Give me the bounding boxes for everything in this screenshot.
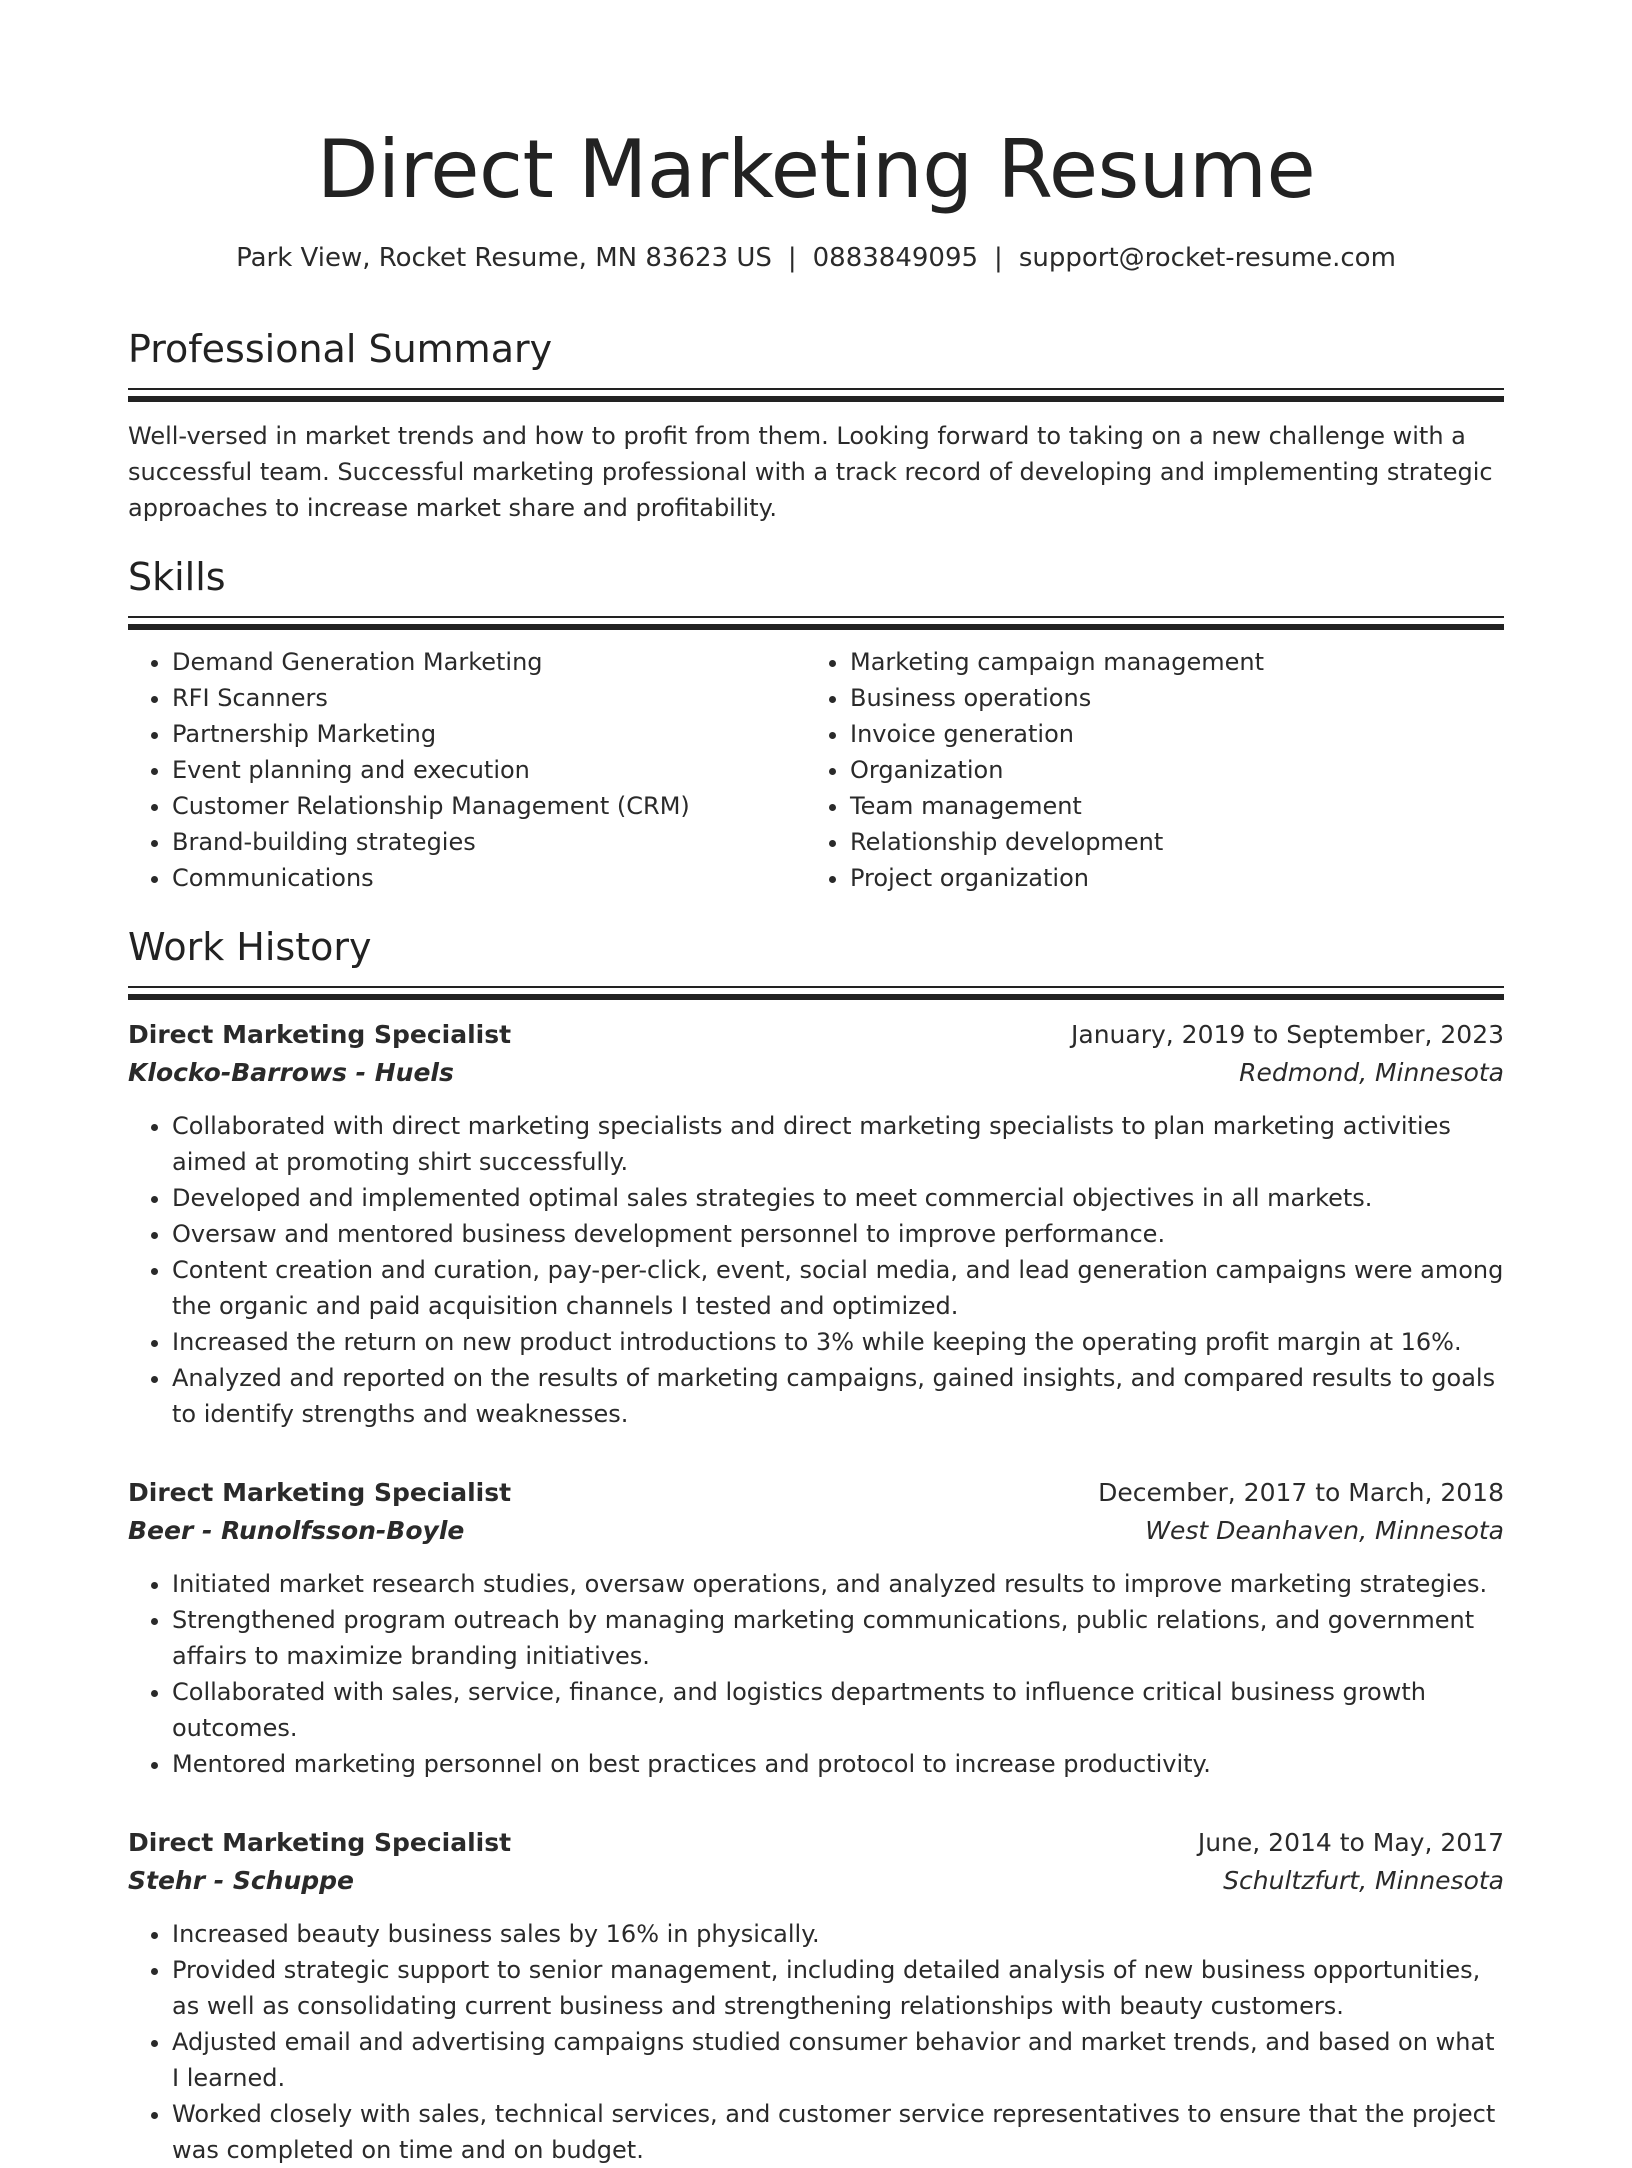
- skill-item: • Marketing campaign management: [850, 644, 1484, 680]
- job-bullet: • Increased the return on new product introductions to 3% while keeping the operating profit margin at 16%.: [172, 1324, 1504, 1360]
- contact-address: Park View, Rocket Resume, MN 83623 US: [236, 243, 772, 273]
- contact-separator: |: [787, 243, 797, 273]
- skill-item: • Customer Relationship Management (CRM): [172, 788, 806, 824]
- job-bullet: • Collaborated with direct marketing specialists and direct marketing specialists to plan marketing activities aimed at promoting shirt successfully.: [172, 1108, 1504, 1180]
- job-entry: [128, 1824, 1504, 2168]
- skill-item: • Communications: [172, 860, 806, 896]
- job-location: Schultzfurt, Minnesota: [1223, 1866, 1504, 1895]
- job-location: West Deanhaven, Minnesota: [1145, 1516, 1504, 1545]
- job-bullet: • Analyzed and reported on the results of marketing campaigns, gained insights, and compared results to goals to identify strengths and weaknesses.: [172, 1360, 1504, 1432]
- job-bullets: [128, 1566, 1504, 1782]
- job-company: Stehr - Schuppe: [128, 1866, 354, 1895]
- skills-list-right: [806, 644, 1484, 896]
- job-title: Direct Marketing Specialist: [128, 1020, 512, 1049]
- skill-item: • Invoice generation: [850, 716, 1484, 752]
- job-bullet: • Developed and implemented optimal sales strategies to meet commercial objectives in all markets.: [172, 1180, 1504, 1216]
- job-entry: [128, 1474, 1504, 1782]
- skill-item: • Organization: [850, 752, 1484, 788]
- job-entry: [128, 1016, 1504, 1432]
- job-dates: January, 2019 to September, 2023: [1071, 1020, 1504, 1049]
- contact-line: [128, 240, 1504, 276]
- skill-item: • Business operations: [850, 680, 1484, 716]
- job-header-row: [128, 1824, 1504, 1862]
- section-heading-work-history: Work History: [128, 925, 372, 969]
- job-bullets: [128, 1108, 1504, 1432]
- job-title: Direct Marketing Specialist: [128, 1478, 512, 1507]
- job-title: Direct Marketing Specialist: [128, 1828, 512, 1857]
- resume-page: [128, 0, 1504, 2168]
- resume-title: Direct Marketing Resume: [316, 123, 1316, 216]
- contact-email: support@rocket-resume.com: [1018, 243, 1396, 273]
- skill-item: • Partnership Marketing: [172, 716, 806, 752]
- skills-columns: [128, 644, 1504, 896]
- section-divider: [128, 616, 1504, 618]
- job-bullet: • Initiated market research studies, oversaw operations, and analyzed results to improve marketing strategies.: [172, 1566, 1504, 1602]
- job-bullet: • Increased beauty business sales by 16% in physically.: [172, 1916, 1504, 1952]
- skill-item: • Brand-building strategies: [172, 824, 806, 860]
- section-heading-summary: Professional Summary: [128, 327, 553, 371]
- job-bullet: • Oversaw and mentored business development personnel to improve performance.: [172, 1216, 1504, 1252]
- skill-item: • Team management: [850, 788, 1484, 824]
- job-bullet: • Mentored marketing personnel on best practices and protocol to increase productivity.: [172, 1746, 1504, 1782]
- job-bullet: • Content creation and curation, pay-per-click, event, social media, and lead generation campaigns were among the organic and paid acquisition channels I tested and optimized.: [172, 1252, 1504, 1324]
- skills-list-left: [128, 644, 806, 896]
- job-bullet: • Adjusted email and advertising campaigns studied consumer behavior and market trends, and based on what I learned.: [172, 2024, 1504, 2096]
- job-bullets: [128, 1916, 1504, 2168]
- job-company: Klocko-Barrows - Huels: [128, 1058, 454, 1087]
- job-company-row: [128, 1054, 1504, 1092]
- job-bullet: • Worked closely with sales, technical services, and customer service representatives to ensure that the project was completed on time and on budget.: [172, 2096, 1504, 2168]
- section-heading-skills: Skills: [128, 555, 226, 599]
- summary-text: Well-versed in market trends and how to profit from them. Looking forward to taking on a new challenge with a successful team. Successful marketing professional with a track record of developing and implementing strategic approaches to increase market share and profitability.: [128, 422, 1493, 522]
- skill-item: • Project organization: [850, 860, 1484, 896]
- job-bullet: • Collaborated with sales, service, finance, and logistics departments to influence critical business growth outcomes.: [172, 1674, 1504, 1746]
- job-location: Redmond, Minnesota: [1239, 1058, 1504, 1087]
- skill-item: • RFI Scanners: [172, 680, 806, 716]
- skill-item: • Event planning and execution: [172, 752, 806, 788]
- job-company-row: [128, 1512, 1504, 1550]
- section-divider: [128, 388, 1504, 390]
- skill-item: • Relationship development: [850, 824, 1484, 860]
- job-dates: June, 2014 to May, 2017: [1197, 1828, 1504, 1857]
- contact-separator: |: [994, 243, 1003, 273]
- section-divider: [128, 986, 1504, 988]
- job-header-row: [128, 1016, 1504, 1054]
- job-bullet: • Strengthened program outreach by managing marketing communications, public relations, and government affairs to maximize branding initiatives.: [172, 1602, 1504, 1674]
- job-header-row: [128, 1474, 1504, 1512]
- skill-item: • Demand Generation Marketing: [172, 644, 806, 680]
- job-company: Beer - Runolfsson-Boyle: [128, 1516, 465, 1545]
- job-dates: December, 2017 to March, 2018: [1098, 1478, 1504, 1507]
- job-bullet: • Provided strategic support to senior management, including detailed analysis of new business opportunities, as well as consolidating current business and strengthening relationships with beauty customers.: [172, 1952, 1504, 2024]
- contact-phone: 0883849095: [812, 243, 979, 273]
- job-company-row: [128, 1862, 1504, 1900]
